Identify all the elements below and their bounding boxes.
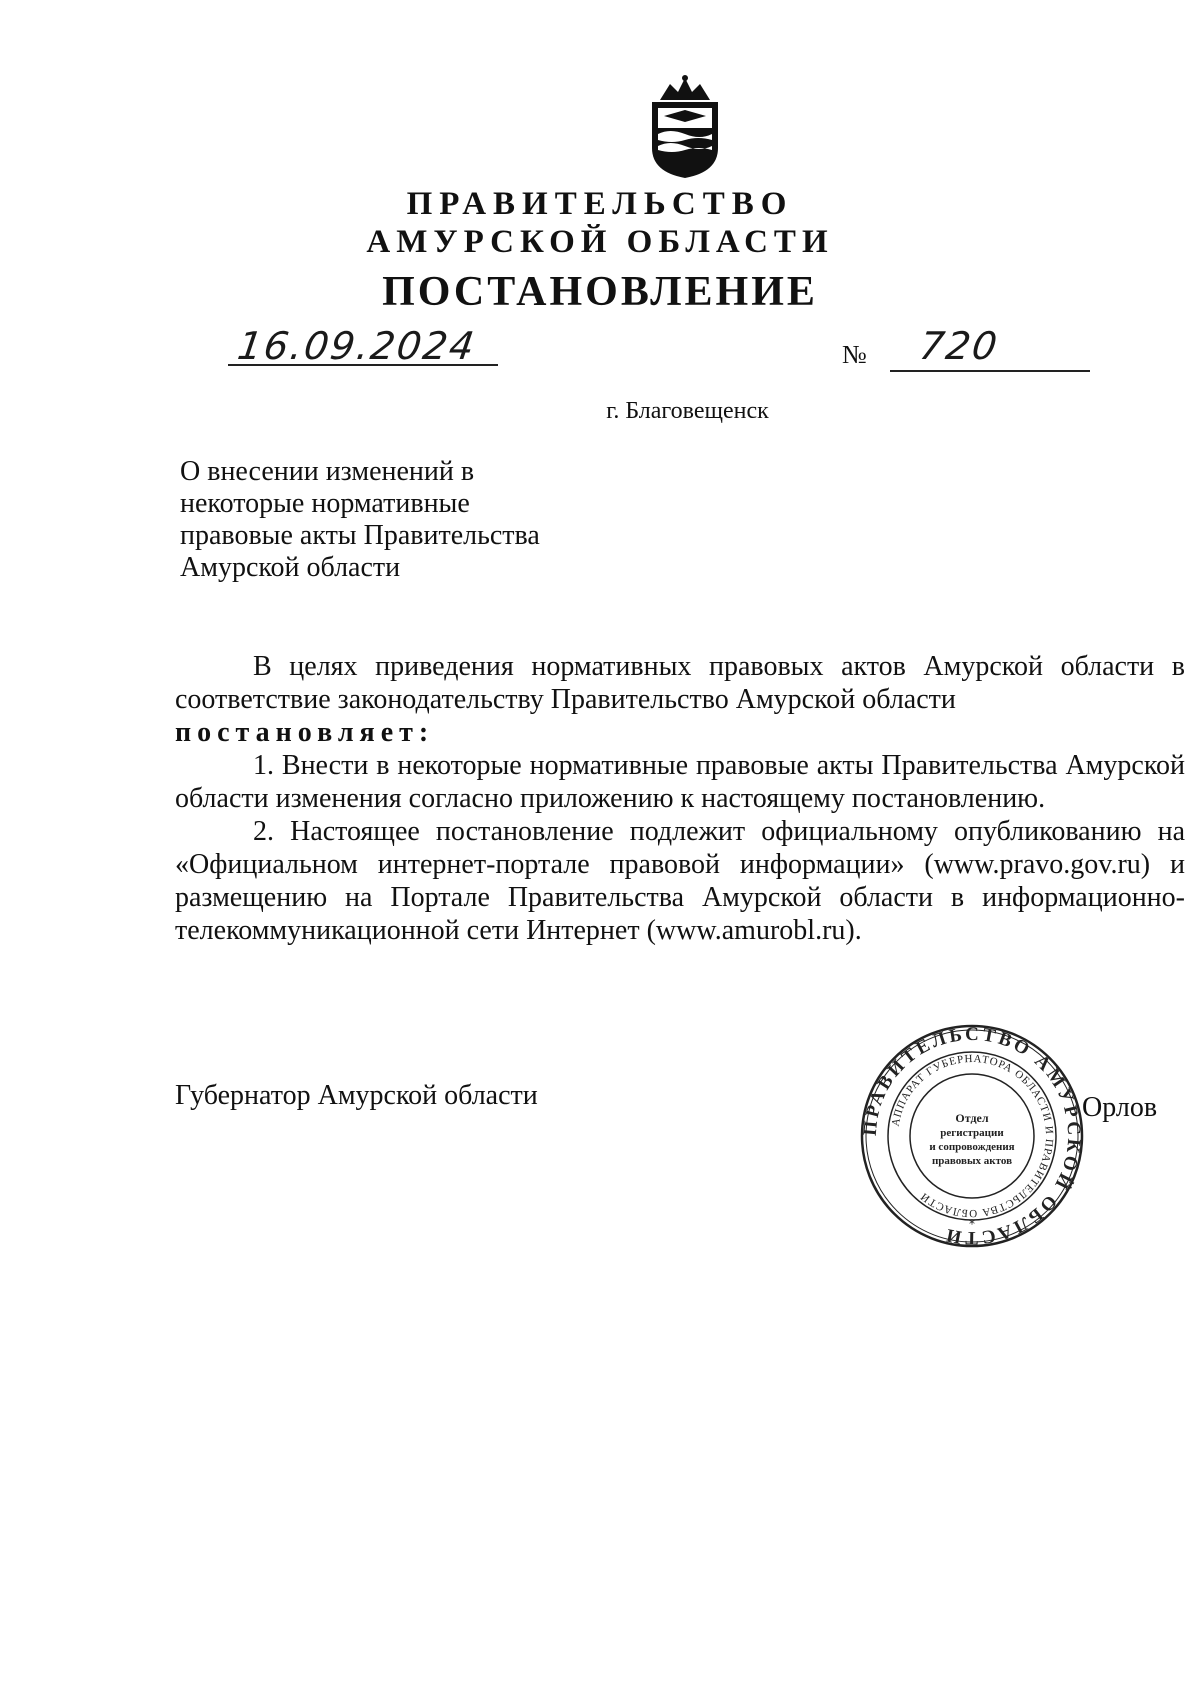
item-1: 1. Внести в некоторые нормативные правовые акты Правительства Амурской области изменения согласно приложению к настоящему постановлению. (175, 750, 1185, 814)
document-number: 720 (916, 324, 1002, 368)
signer-position: Губернатор Амурской области (175, 1080, 538, 1111)
date-underline (228, 364, 498, 366)
stamp-star-icon: * (969, 1217, 975, 1231)
org-name-line-2: АМУРСКОЙ ОБЛАСТИ (366, 224, 834, 260)
stamp-inner-text: АППАРАТ ГУБЕРНАТОРА ОБЛАСТИ И ПРАВИТЕЛЬСТВА ОБЛАСТИ (889, 1052, 1056, 1220)
stamp-outer-text: ПРАВИТЕЛЬСТВО АМУРСКОЙ ОБЛАСТИ (859, 1023, 1085, 1249)
subject-line: правовые акты Правительства (180, 520, 540, 551)
stamp-center-line: регистрации (940, 1127, 1004, 1139)
item-2: 2. Настоящее постановление подлежит официальному опубликованию на «Официальном интернет-портале правовой информации» (www.pravo.gov.ru) и размещению на Портале Правительства Амурской области в информационно-телекоммуникационной сети Интернет (www.amurobl.ru). (175, 816, 1185, 946)
stamp-center-line: и сопровождения (929, 1141, 1015, 1153)
number-sign: № (842, 340, 867, 369)
official-stamp (858, 1022, 1086, 1250)
coat-of-arms-icon (640, 70, 730, 180)
preamble: В целях приведения нормативных правовых актов Амурской области в соответствие законодательству Правительство Амурской области (175, 651, 1185, 715)
city: г. Благовещенск (606, 398, 769, 424)
subject-line: О внесении изменений в (180, 456, 475, 487)
number-underline (890, 370, 1090, 372)
signer-name: Орлов (1082, 1092, 1158, 1123)
subject-line: некоторые нормативные (180, 488, 470, 519)
subject-line: Амурской области (180, 552, 401, 583)
document-date: 16.09.2024 (234, 324, 479, 368)
stamp-center-line: правовых актов (931, 1155, 1013, 1167)
document-type: ПОСТАНОВЛЕНИЕ (382, 269, 818, 315)
subject-block (180, 456, 600, 584)
org-name-line-1: ПРАВИТЕЛЬСТВО (406, 186, 794, 222)
document-body (175, 650, 1185, 947)
resolves-word: постановляет: (175, 717, 435, 748)
stamp-center-line: Отдел (955, 1111, 989, 1125)
